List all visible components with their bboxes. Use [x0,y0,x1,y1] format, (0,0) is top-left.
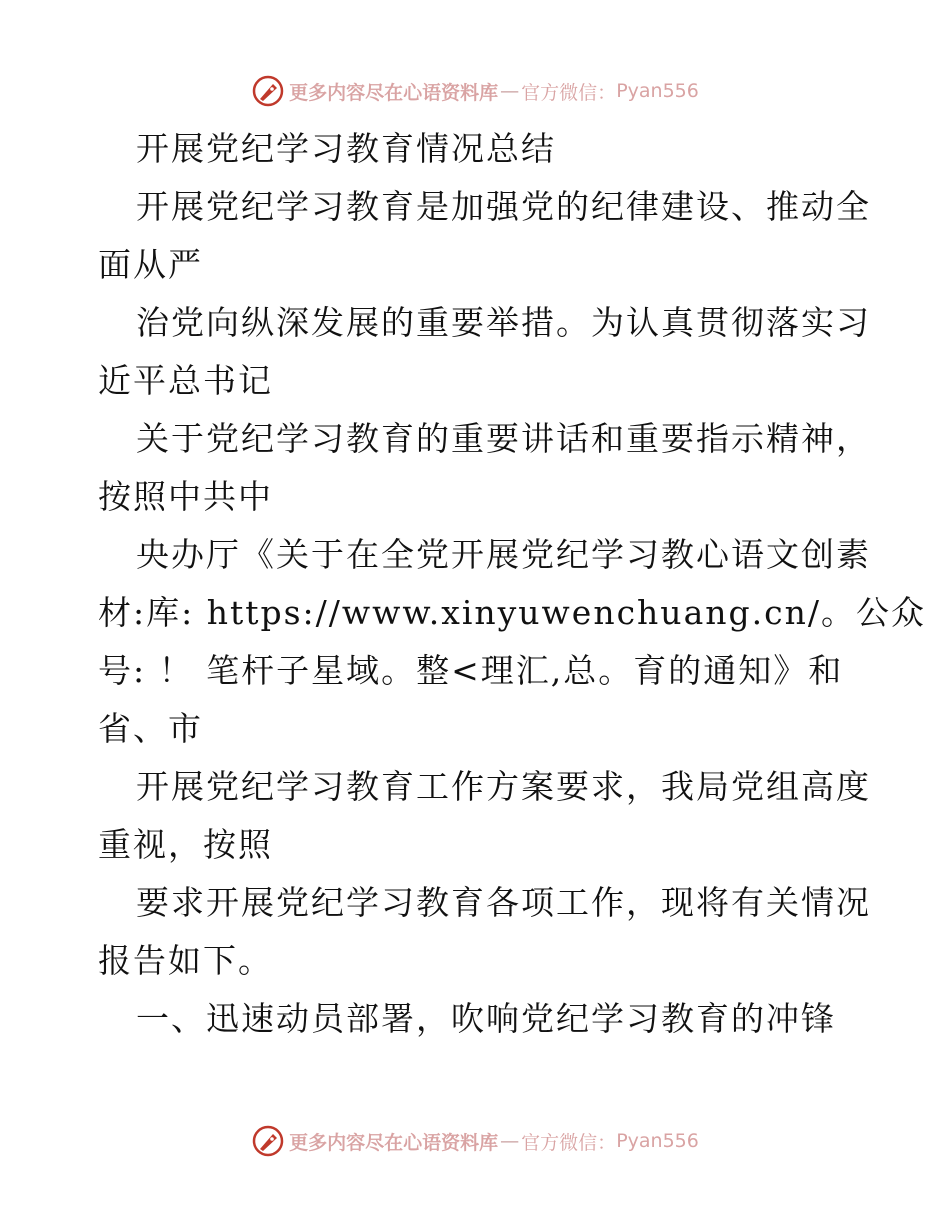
header-wechat-label: 官方微信： [521,81,617,104]
doc-line: 关于党纪学习教育的重要讲话和重要指示精神， [136,419,871,458]
doc-line: 开展党纪学习教育是加强党的纪律建设、推动全 [136,187,871,226]
doc-line: 央办厅《关于在全党开展党纪学习教心语文创素 [136,535,871,574]
header-brand-text: 更多内容尽在心语资料库 [289,81,499,104]
red-pen-nib-logo [251,74,285,108]
red-pen-nib-logo [251,1124,285,1158]
doc-line: 要求开展党纪学习教育各项工作，现将有关情况 [136,883,871,922]
doc-line: 报告如下。 [98,941,273,980]
doc-line: 开展党纪学习教育工作方案要求，我局党组高度 [136,767,871,806]
footer-wechat-id: Pyan556 [616,1130,699,1152]
doc-line: 治党向纵深发展的重要举措。为认真贯彻落实习 [136,303,871,342]
doc-line: 材:库: https://www.xinyuwenchuang.cn/。公众 [98,593,926,632]
header-watermark [0,71,950,111]
footer-watermark [0,1121,950,1161]
header-separator: — [500,80,520,102]
footer-wechat-label: 官方微信： [521,1131,617,1154]
doc-line: 号: ！ 笔杆子星域。整<理汇,总。育的通知》和 [98,651,844,690]
doc-line: 省、市 [98,709,203,748]
footer-separator: — [500,1130,520,1152]
doc-line: 面从严 [98,245,203,284]
document-body [98,120,926,1048]
doc-line: 近平总书记 [98,361,273,400]
doc-line: 重视，按照 [98,825,273,864]
doc-title: 开展党纪学习教育情况总结 [136,129,556,168]
doc-section-heading: 一、迅速动员部署，吹响党纪学习教育的冲锋 [136,999,836,1038]
doc-line: 按照中共中 [98,477,273,516]
footer-brand-text: 更多内容尽在心语资料库 [289,1131,499,1154]
header-wechat-id: Pyan556 [616,80,699,102]
